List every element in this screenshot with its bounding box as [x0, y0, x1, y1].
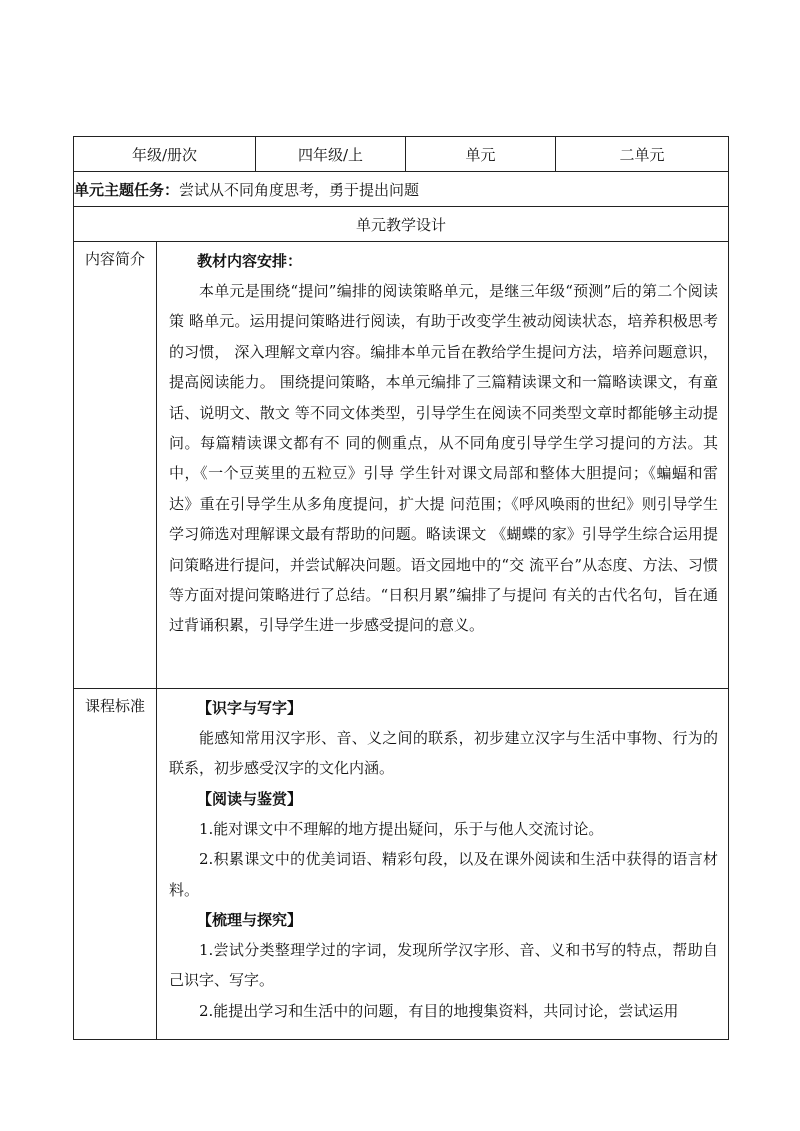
unit-label: 单元: [406, 137, 556, 172]
content-intro-row: [74, 242, 729, 689]
section-heading: 【梳理与探究】: [197, 911, 303, 930]
header-row: [74, 137, 729, 172]
design-title-row: [74, 207, 729, 242]
standards-label: 课程标准: [74, 689, 157, 1040]
grade-value: 四年级/上: [256, 137, 406, 172]
section-item: 2.能提出学习和生活中的问题，有目的地搜集资料，共同讨论，尝试运用: [199, 1001, 679, 1020]
section-item: 1.能对课文中不理解的地方提出疑问，乐于与他人交流讨论。: [199, 819, 604, 838]
section-heading: 【识字与写字】: [197, 699, 303, 717]
theme-cell: [74, 172, 729, 207]
section-heading: 【阅读与鉴赏】: [197, 789, 303, 808]
design-title: 单元教学设计: [74, 207, 729, 242]
section-item: 1.尝试分类整理学过的字词，发现所学汉字形、音、义和书写的特点，帮助自己识字、写字。: [169, 941, 718, 990]
unit-value: 二单元: [556, 137, 729, 172]
content-intro-label: 内容简介: [74, 242, 157, 689]
content-intro-paragraph: 本单元是围绕“提问”编排的阅读策略单元，是继三年级“预测”后的第二个阅读策 略单元。运用提问策略进行阅读，有助于改变学生被动阅读状态，培养积极思考的习惯， 深入理解文章内容。编排本单元旨在教给学生提问方法，培养问题意识，提高阅读能力。 围绕提问策略，本单元编排了三篇精读课文和一篇略读课文，有童话、说明文、散文 等不同文体类型，引导学生在阅读不同类型文章时都能够主动提问。每篇精读课文都有不 同的侧重点，从不同角度引导学生学习提问的方法。其中，《一个豆荚里的五粒豆》引导 学生针对课文局部和整体大胆提问；《蝙蝠和雷达》重在引导学生从多角度提问，扩大提 问范围；《呼风唤雨的世纪》则引导学生学习筛选对理解课文最有帮助的问题。略读课文 《蝴蝶的家》引导学生综合运用提问策略进行提问，并尝试解决问题。语文园地中的“交 流平台”从态度、方法、习惯等方面对提问策略进行了总结。“日积月累”编排了与提问 有关的古代名句，旨在通过背诵积累，引导学生进一步感受提问的意义。: [169, 282, 718, 635]
theme-row: [74, 172, 729, 207]
section-item: 2.积累课文中的优美词语、精彩句段，以及在课外阅读和生活中获得的语言材料。: [169, 850, 718, 899]
unit-design-table: [73, 136, 729, 1040]
section-item: 能感知常用汉字形、音、义之间的联系，初步建立汉字与生活中事物、行为的联系，初步感受汉字的文化内涵。: [169, 729, 718, 778]
grade-label: 年级/册次: [74, 137, 256, 172]
content-intro-body: [157, 242, 729, 689]
theme-label: 单元主题任务：: [74, 180, 180, 199]
standards-row: [74, 689, 729, 1040]
theme-text: 尝试从不同角度思考，勇于提出问题: [179, 180, 420, 199]
content-intro-heading: 教材内容安排：: [197, 252, 303, 270]
standards-body: [157, 689, 729, 1040]
